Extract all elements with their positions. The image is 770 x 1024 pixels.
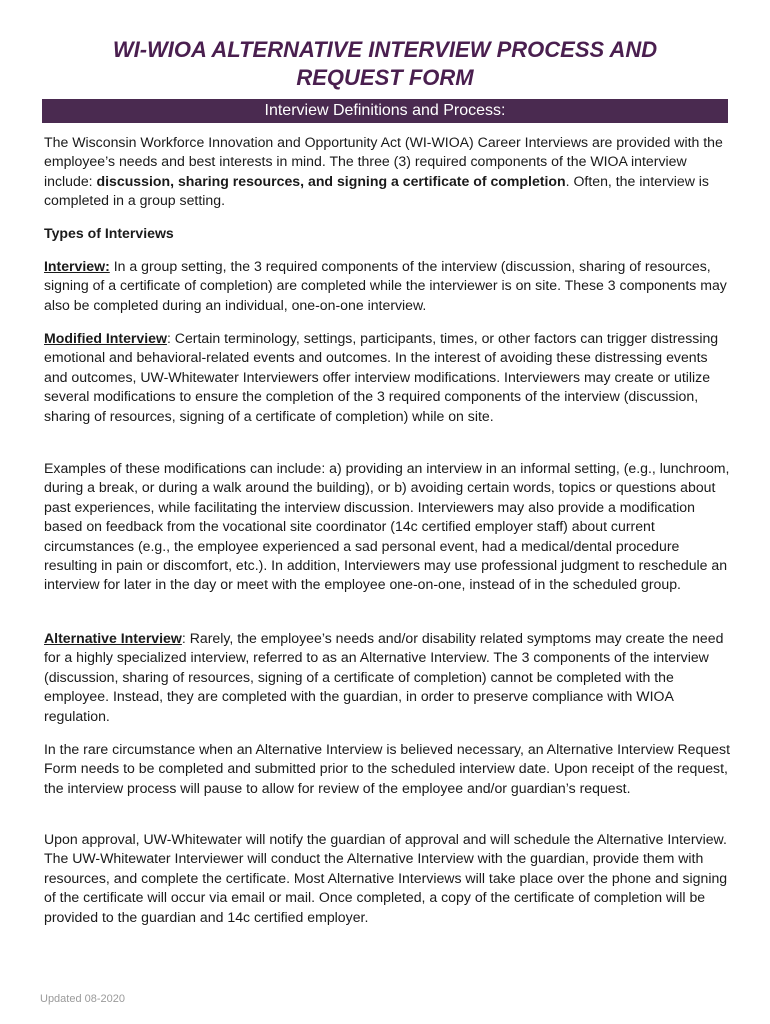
interview-text: In a group setting, the 3 required components of the interview (discussion, sharing of resources, signing of a certificate of completion) are completed while the interviewer is on site. These 3 components may also be completed during an individual, one-on-one interview. [44,258,727,313]
interview-term: Interview: [44,258,110,274]
title-line-2: REQUEST FORM [296,65,474,90]
modified-term: Modified Interview [44,330,167,346]
intro-paragraph [44,133,734,211]
types-heading: Types of Interviews [44,225,174,241]
alternative-paragraph [44,629,734,726]
rare-paragraph: In the rare circumstance when an Alternative Interview is believed necessary, an Alternative Interview Request Form needs to be completed and submitted prior to the scheduled interview date. Upon receipt of the request, the interview process will pause to allow for review of the employee and/or guardian’s request. [44,741,730,796]
modified-text: : Certain terminology, settings, participants, times, or other factors can trigger distressing emotional and behavioral-related events and outcomes. In the interest of avoiding these distressing events and outcomes, UW-Whitewater Interviewers offer interview modifications. Interviewers may create or utilize several modifications to ensure the completion of the 3 required components of the interview (discussion, sharing of resources, signing of a certificate of completion) while on site. [44,330,719,424]
intro-text-1: The Wisconsin Workforce Innovation and Opportunity Act (WI-WIOA) Career Interviews are provided with the employee’s needs and best interests in mind. The three (3) required components of the WIOA interview include: [44,134,723,189]
intro-text-2: . Often, the interview is completed in a group setting. [44,172,709,209]
page-title [40,36,730,92]
alternative-term: Alternative Interview [44,630,182,646]
interview-paragraph [44,257,734,315]
section-banner: Interview Definitions and Process: [42,99,728,123]
intro-bold: discussion, sharing resources, and signing a certificate of completion [96,172,566,189]
title-line-1: WI-WIOA ALTERNATIVE INTERVIEW PROCESS AND [112,37,658,62]
approval-paragraph: Upon approval, UW-Whitewater will notify the guardian of approval and will schedule the Alternative Interview. The UW-Whitewater Interviewer will conduct the Alternative Interview with the guardian, provide them with resources, and complete the certificate. Most Alternative Interviews will take place over the phone and signing of the certificate will occur via email or mail. Once completed, a copy of the certificate of completion will be provided to the guardian and 14c certified employer. [44,831,728,925]
modified-paragraph [44,329,734,426]
examples-paragraph: Examples of these modifications can include: a) providing an interview in an informal setting, (e.g., lunchroom, during a break, or during a walk around the building), or b) avoiding certain words, topics or questions about past experiences, while facilitating the interview discussion. Interviewers may also provide a modification based on feedback from the vocational site coordinator (14c certified employer staff) about current circumstances (e.g., the employee experienced a sad personal event, had a medical/dental procedure resulting in pain or discomfort, etc.). In addition, Interviewers may use professional judgment to reschedule an interview for later in the day or meet with the employee one-on-one, instead of in the scheduled group. [44,460,730,593]
footer-updated: Updated 08-2020 [40,993,126,1005]
alternative-text: : Rarely, the employee’s needs and/or disability related symptoms may create the need for a highly specialized interview, referred to as an Alternative Interview. The 3 components of the interview (discussion, sharing of resources, signing of a certificate of completion) cannot be completed with the employee. Instead, they are completed with the guardian, in order to preserve compliance with WIOA regulation. [44,630,724,724]
